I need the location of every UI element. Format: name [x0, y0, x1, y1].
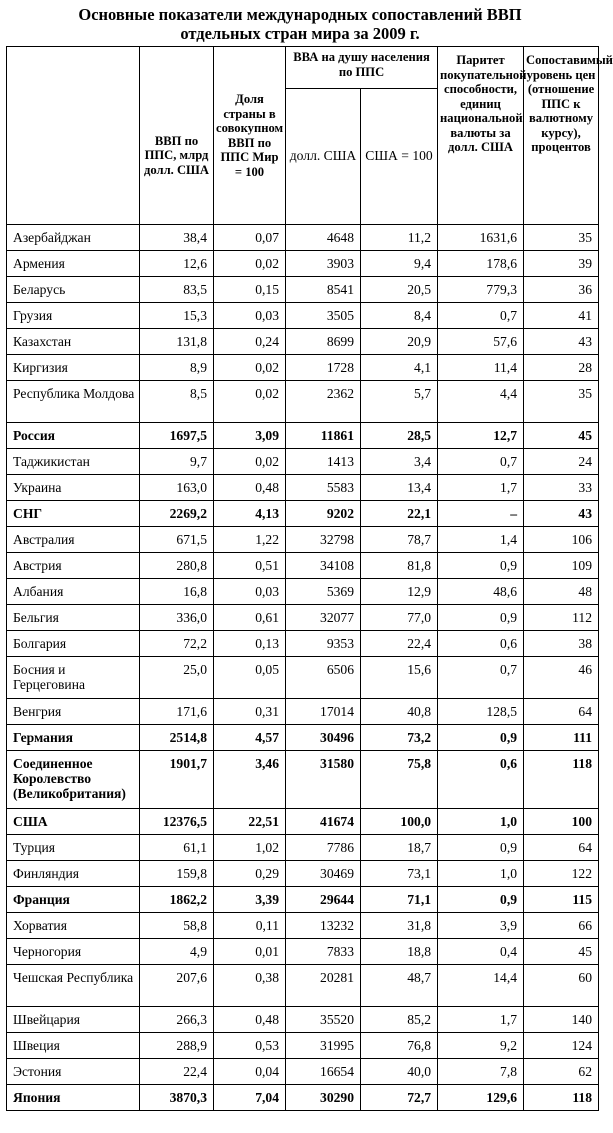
- gdp-cell: 671,5: [140, 527, 214, 553]
- price-level-cell: 64: [524, 835, 599, 861]
- gdp-cell: 288,9: [140, 1033, 214, 1059]
- header-per-capita-us100: США = 100: [361, 89, 438, 225]
- per-capita-us100-cell: 48,7: [361, 965, 438, 1007]
- price-level-cell: 36: [524, 277, 599, 303]
- country-cell: Чешская Республика: [7, 965, 140, 1007]
- per-capita-usd-cell: 7786: [286, 835, 361, 861]
- price-level-cell: 122: [524, 861, 599, 887]
- header-price-level: Сопоставимый уровень цен (отношение ППС к валютному курсу), процентов: [524, 47, 599, 225]
- per-capita-usd-cell: 11861: [286, 423, 361, 449]
- per-capita-us100-cell: 12,9: [361, 579, 438, 605]
- country-cell: Соединенное Королевство (Великобритания): [7, 751, 140, 809]
- country-cell: Армения: [7, 251, 140, 277]
- country-cell: США: [7, 809, 140, 835]
- price-level-cell: 109: [524, 553, 599, 579]
- price-level-cell: 100: [524, 809, 599, 835]
- parity-cell: 1,4: [438, 527, 524, 553]
- share-cell: 22,51: [214, 809, 286, 835]
- per-capita-usd-cell: 30496: [286, 725, 361, 751]
- parity-cell: 3,9: [438, 913, 524, 939]
- per-capita-us100-cell: 72,7: [361, 1085, 438, 1111]
- per-capita-usd-cell: 29644: [286, 887, 361, 913]
- table-row: [7, 751, 599, 809]
- table-row: [7, 553, 599, 579]
- per-capita-us100-cell: 3,4: [361, 449, 438, 475]
- share-cell: 0,24: [214, 329, 286, 355]
- parity-cell: 0,7: [438, 303, 524, 329]
- gdp-cell: 280,8: [140, 553, 214, 579]
- price-level-cell: 39: [524, 251, 599, 277]
- per-capita-us100-cell: 20,9: [361, 329, 438, 355]
- country-cell: Россия: [7, 423, 140, 449]
- per-capita-us100-cell: 73,2: [361, 725, 438, 751]
- per-capita-usd-cell: 9353: [286, 631, 361, 657]
- price-level-cell: 38: [524, 631, 599, 657]
- per-capita-us100-cell: 85,2: [361, 1007, 438, 1033]
- table-row: [7, 579, 599, 605]
- gdp-cell: 58,8: [140, 913, 214, 939]
- table-row: [7, 355, 599, 381]
- country-cell: Республика Молдова: [7, 381, 140, 423]
- share-cell: 4,57: [214, 725, 286, 751]
- share-cell: 0,53: [214, 1033, 286, 1059]
- gdp-cell: 12,6: [140, 251, 214, 277]
- per-capita-us100-cell: 5,7: [361, 381, 438, 423]
- share-cell: 0,04: [214, 1059, 286, 1085]
- share-cell: 0,03: [214, 579, 286, 605]
- per-capita-us100-cell: 18,7: [361, 835, 438, 861]
- table-row: [7, 1033, 599, 1059]
- table-row: [7, 329, 599, 355]
- per-capita-us100-cell: 18,8: [361, 939, 438, 965]
- table-row: [7, 605, 599, 631]
- table-row: [7, 887, 599, 913]
- share-cell: 0,02: [214, 381, 286, 423]
- per-capita-us100-cell: 11,2: [361, 225, 438, 251]
- country-cell: Черногория: [7, 939, 140, 965]
- gdp-cell: 1697,5: [140, 423, 214, 449]
- parity-cell: 57,6: [438, 329, 524, 355]
- header-per-capita: ВВА на душу населения по ППС: [286, 47, 438, 89]
- parity-cell: 178,6: [438, 251, 524, 277]
- table-row: [7, 423, 599, 449]
- country-cell: Болгария: [7, 631, 140, 657]
- gdp-cell: 1862,2: [140, 887, 214, 913]
- per-capita-usd-cell: 2362: [286, 381, 361, 423]
- country-cell: Босния и Герцеговина: [7, 657, 140, 699]
- price-level-cell: 64: [524, 699, 599, 725]
- country-cell: Эстония: [7, 1059, 140, 1085]
- gdp-cell: 159,8: [140, 861, 214, 887]
- price-level-cell: 43: [524, 501, 599, 527]
- country-cell: Киргизия: [7, 355, 140, 381]
- parity-cell: 0,4: [438, 939, 524, 965]
- share-cell: 0,48: [214, 1007, 286, 1033]
- per-capita-us100-cell: 76,8: [361, 1033, 438, 1059]
- per-capita-usd-cell: 1728: [286, 355, 361, 381]
- per-capita-usd-cell: 5369: [286, 579, 361, 605]
- per-capita-us100-cell: 81,8: [361, 553, 438, 579]
- table-row: [7, 631, 599, 657]
- share-cell: 0,02: [214, 449, 286, 475]
- table-header: [7, 47, 613, 225]
- share-cell: 0,07: [214, 225, 286, 251]
- gdp-cell: 15,3: [140, 303, 214, 329]
- country-cell: Япония: [7, 1085, 140, 1111]
- gdp-cell: 3870,3: [140, 1085, 214, 1111]
- price-level-cell: 115: [524, 887, 599, 913]
- parity-cell: 1,0: [438, 861, 524, 887]
- table-row: [7, 939, 599, 965]
- gdp-cell: 2514,8: [140, 725, 214, 751]
- per-capita-usd-cell: 3903: [286, 251, 361, 277]
- gdp-cell: 266,3: [140, 1007, 214, 1033]
- gdp-cell: 38,4: [140, 225, 214, 251]
- table-row: [7, 303, 599, 329]
- per-capita-usd-cell: 3505: [286, 303, 361, 329]
- parity-cell: –: [438, 501, 524, 527]
- parity-cell: 1,0: [438, 809, 524, 835]
- parity-cell: 1631,6: [438, 225, 524, 251]
- share-cell: 0,11: [214, 913, 286, 939]
- price-level-cell: 45: [524, 939, 599, 965]
- gdp-cell: 131,8: [140, 329, 214, 355]
- gdp-cell: 171,6: [140, 699, 214, 725]
- gdp-comparison-table: [6, 46, 613, 1111]
- share-cell: 0,51: [214, 553, 286, 579]
- price-level-cell: 106: [524, 527, 599, 553]
- title-line-2: отдельных стран мира за 2009 г.: [180, 24, 420, 43]
- per-capita-us100-cell: 15,6: [361, 657, 438, 699]
- parity-cell: 9,2: [438, 1033, 524, 1059]
- country-cell: Венгрия: [7, 699, 140, 725]
- country-cell: Таджикистан: [7, 449, 140, 475]
- share-cell: 3,09: [214, 423, 286, 449]
- gdp-cell: 25,0: [140, 657, 214, 699]
- per-capita-usd-cell: 8699: [286, 329, 361, 355]
- per-capita-usd-cell: 31580: [286, 751, 361, 809]
- share-cell: 4,13: [214, 501, 286, 527]
- share-cell: 0,05: [214, 657, 286, 699]
- gdp-cell: 83,5: [140, 277, 214, 303]
- parity-cell: 0,7: [438, 449, 524, 475]
- per-capita-us100-cell: 31,8: [361, 913, 438, 939]
- per-capita-us100-cell: 22,1: [361, 501, 438, 527]
- share-cell: 0,13: [214, 631, 286, 657]
- price-level-cell: 45: [524, 423, 599, 449]
- per-capita-us100-cell: 9,4: [361, 251, 438, 277]
- price-level-cell: 35: [524, 381, 599, 423]
- table-row: [7, 1085, 599, 1111]
- per-capita-usd-cell: 17014: [286, 699, 361, 725]
- share-cell: 0,01: [214, 939, 286, 965]
- gdp-cell: 163,0: [140, 475, 214, 501]
- per-capita-us100-cell: 40,0: [361, 1059, 438, 1085]
- table-row: [7, 913, 599, 939]
- per-capita-us100-cell: 20,5: [361, 277, 438, 303]
- gdp-cell: 4,9: [140, 939, 214, 965]
- table-row: [7, 657, 599, 699]
- per-capita-usd-cell: 30290: [286, 1085, 361, 1111]
- per-capita-us100-cell: 77,0: [361, 605, 438, 631]
- price-level-cell: 140: [524, 1007, 599, 1033]
- parity-cell: 779,3: [438, 277, 524, 303]
- price-level-cell: 28: [524, 355, 599, 381]
- parity-cell: 0,9: [438, 725, 524, 751]
- table-row: [7, 475, 599, 501]
- price-level-cell: 24: [524, 449, 599, 475]
- share-cell: 3,39: [214, 887, 286, 913]
- country-cell: Бельгия: [7, 605, 140, 631]
- table-row: [7, 501, 599, 527]
- header-share: Доля страны в совокупном ВВП по ППС Мир = 100: [214, 47, 286, 225]
- share-cell: 0,02: [214, 251, 286, 277]
- table-row: [7, 835, 599, 861]
- gdp-cell: 1901,7: [140, 751, 214, 809]
- table-row: [7, 381, 599, 423]
- share-cell: 0,61: [214, 605, 286, 631]
- parity-cell: 0,9: [438, 605, 524, 631]
- country-cell: Швеция: [7, 1033, 140, 1059]
- gdp-cell: 2269,2: [140, 501, 214, 527]
- per-capita-usd-cell: 13232: [286, 913, 361, 939]
- per-capita-us100-cell: 100,0: [361, 809, 438, 835]
- country-cell: Беларусь: [7, 277, 140, 303]
- per-capita-usd-cell: 35520: [286, 1007, 361, 1033]
- per-capita-usd-cell: 16654: [286, 1059, 361, 1085]
- price-level-cell: 111: [524, 725, 599, 751]
- table-row: [7, 699, 599, 725]
- per-capita-us100-cell: 78,7: [361, 527, 438, 553]
- share-cell: 0,31: [214, 699, 286, 725]
- price-level-cell: 60: [524, 965, 599, 1007]
- share-cell: 0,48: [214, 475, 286, 501]
- country-cell: Украина: [7, 475, 140, 501]
- parity-cell: 48,6: [438, 579, 524, 605]
- per-capita-usd-cell: 34108: [286, 553, 361, 579]
- country-cell: Швейцария: [7, 1007, 140, 1033]
- table-row: [7, 1007, 599, 1033]
- table-row: [7, 725, 599, 751]
- price-level-cell: 33: [524, 475, 599, 501]
- table-row: [7, 809, 599, 835]
- parity-cell: 12,7: [438, 423, 524, 449]
- gdp-cell: 16,8: [140, 579, 214, 605]
- price-level-cell: 41: [524, 303, 599, 329]
- gdp-cell: 9,7: [140, 449, 214, 475]
- parity-cell: 0,7: [438, 657, 524, 699]
- share-cell: 0,29: [214, 861, 286, 887]
- per-capita-us100-cell: 71,1: [361, 887, 438, 913]
- parity-cell: 0,9: [438, 835, 524, 861]
- table-row: [7, 527, 599, 553]
- parity-cell: 11,4: [438, 355, 524, 381]
- country-cell: Франция: [7, 887, 140, 913]
- gdp-cell: 72,2: [140, 631, 214, 657]
- country-cell: Финляндия: [7, 861, 140, 887]
- country-cell: Германия: [7, 725, 140, 751]
- per-capita-us100-cell: 75,8: [361, 751, 438, 809]
- price-level-cell: 62: [524, 1059, 599, 1085]
- gdp-cell: 207,6: [140, 965, 214, 1007]
- table-row: [7, 251, 599, 277]
- price-level-cell: 46: [524, 657, 599, 699]
- price-level-cell: 124: [524, 1033, 599, 1059]
- share-cell: 0,38: [214, 965, 286, 1007]
- price-level-cell: 118: [524, 751, 599, 809]
- country-cell: Австралия: [7, 527, 140, 553]
- header-per-capita-usd: долл. США: [286, 89, 361, 225]
- price-level-cell: 43: [524, 329, 599, 355]
- parity-cell: 7,8: [438, 1059, 524, 1085]
- per-capita-usd-cell: 31995: [286, 1033, 361, 1059]
- table-body: [7, 225, 599, 1111]
- per-capita-usd-cell: 7833: [286, 939, 361, 965]
- parity-cell: 1,7: [438, 475, 524, 501]
- table-row: [7, 861, 599, 887]
- share-cell: 3,46: [214, 751, 286, 809]
- parity-cell: 129,6: [438, 1085, 524, 1111]
- parity-cell: 4,4: [438, 381, 524, 423]
- price-level-cell: 118: [524, 1085, 599, 1111]
- parity-cell: 0,6: [438, 751, 524, 809]
- header-country-blank: [7, 47, 140, 225]
- price-level-cell: 48: [524, 579, 599, 605]
- gdp-cell: 22,4: [140, 1059, 214, 1085]
- share-cell: 7,04: [214, 1085, 286, 1111]
- document-title: [0, 0, 600, 46]
- title-line-1: Основные показатели международных сопоставлений ВВП: [78, 5, 522, 24]
- country-cell: Австрия: [7, 553, 140, 579]
- price-level-cell: 112: [524, 605, 599, 631]
- gdp-cell: 8,5: [140, 381, 214, 423]
- parity-cell: 1,7: [438, 1007, 524, 1033]
- table-row: [7, 225, 599, 251]
- country-cell: Хорватия: [7, 913, 140, 939]
- per-capita-usd-cell: 4648: [286, 225, 361, 251]
- per-capita-usd-cell: 6506: [286, 657, 361, 699]
- country-cell: СНГ: [7, 501, 140, 527]
- country-cell: Албания: [7, 579, 140, 605]
- parity-cell: 0,9: [438, 553, 524, 579]
- per-capita-usd-cell: 8541: [286, 277, 361, 303]
- header-parity: Паритет покупательной способности, единиц национальной валюты за долл. США: [438, 47, 524, 225]
- per-capita-us100-cell: 40,8: [361, 699, 438, 725]
- table-row: [7, 1059, 599, 1085]
- gdp-cell: 12376,5: [140, 809, 214, 835]
- per-capita-usd-cell: 32798: [286, 527, 361, 553]
- per-capita-usd-cell: 1413: [286, 449, 361, 475]
- country-cell: Турция: [7, 835, 140, 861]
- per-capita-usd-cell: 32077: [286, 605, 361, 631]
- share-cell: 1,22: [214, 527, 286, 553]
- per-capita-us100-cell: 13,4: [361, 475, 438, 501]
- share-cell: 0,03: [214, 303, 286, 329]
- table-row: [7, 277, 599, 303]
- share-cell: 0,02: [214, 355, 286, 381]
- per-capita-us100-cell: 28,5: [361, 423, 438, 449]
- price-level-cell: 66: [524, 913, 599, 939]
- per-capita-us100-cell: 4,1: [361, 355, 438, 381]
- header-gdp: ВВП по ППС, млрд долл. США: [140, 47, 214, 225]
- country-cell: Казахстан: [7, 329, 140, 355]
- gdp-cell: 8,9: [140, 355, 214, 381]
- country-cell: Грузия: [7, 303, 140, 329]
- per-capita-us100-cell: 8,4: [361, 303, 438, 329]
- per-capita-usd-cell: 30469: [286, 861, 361, 887]
- table-row: [7, 449, 599, 475]
- parity-cell: 14,4: [438, 965, 524, 1007]
- parity-cell: 0,6: [438, 631, 524, 657]
- per-capita-us100-cell: 73,1: [361, 861, 438, 887]
- price-level-cell: 35: [524, 225, 599, 251]
- gdp-cell: 61,1: [140, 835, 214, 861]
- share-cell: 0,15: [214, 277, 286, 303]
- per-capita-usd-cell: 5583: [286, 475, 361, 501]
- parity-cell: 0,9: [438, 887, 524, 913]
- per-capita-usd-cell: 9202: [286, 501, 361, 527]
- per-capita-usd-cell: 41674: [286, 809, 361, 835]
- table-row: [7, 965, 599, 1007]
- gdp-cell: 336,0: [140, 605, 214, 631]
- per-capita-usd-cell: 20281: [286, 965, 361, 1007]
- per-capita-us100-cell: 22,4: [361, 631, 438, 657]
- country-cell: Азербайджан: [7, 225, 140, 251]
- share-cell: 1,02: [214, 835, 286, 861]
- parity-cell: 128,5: [438, 699, 524, 725]
